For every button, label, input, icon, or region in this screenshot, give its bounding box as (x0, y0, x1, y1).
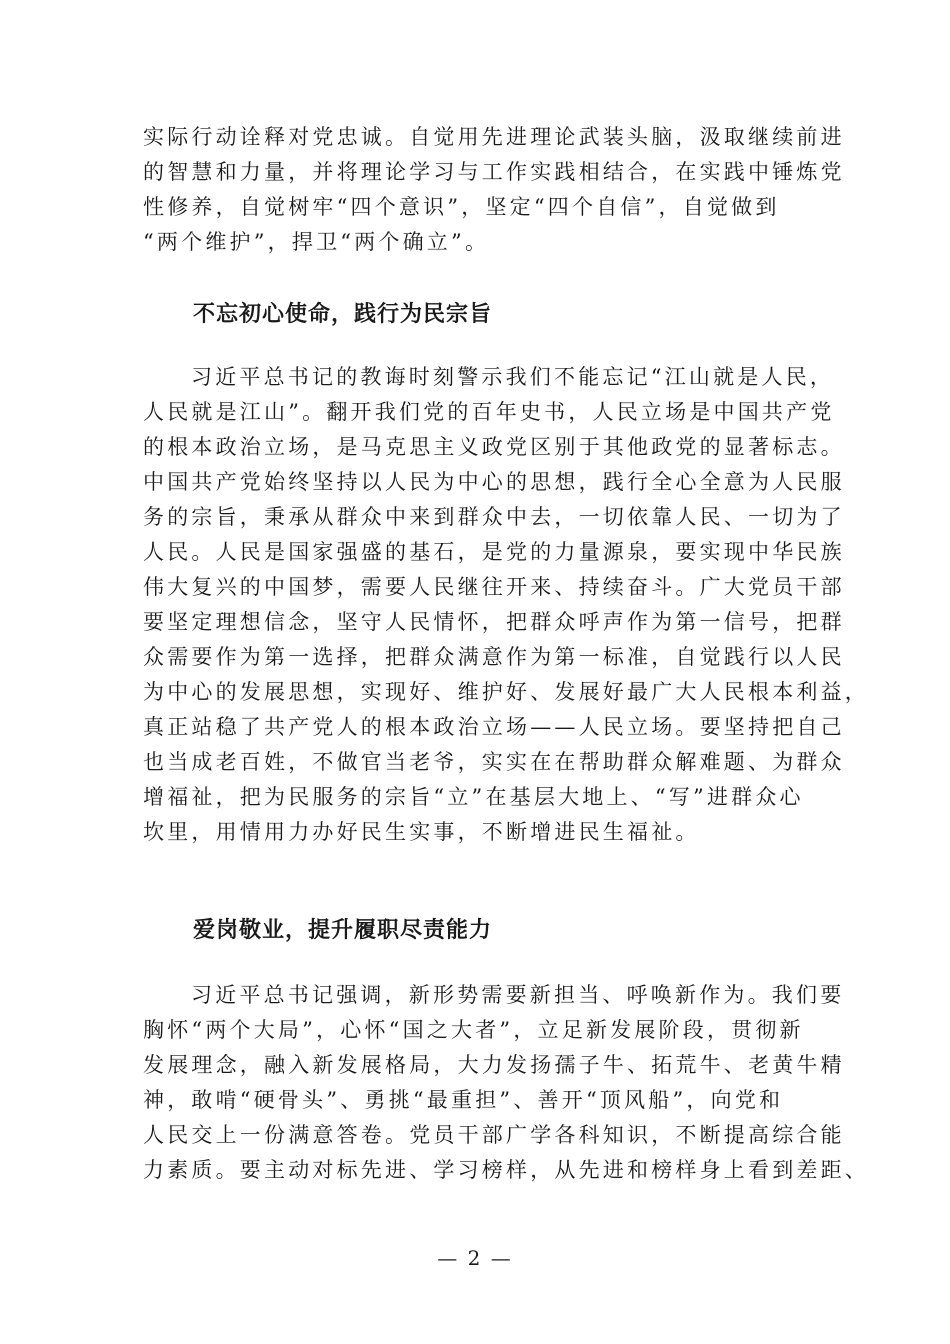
paragraph-line: 伟大复兴的中国梦，需要人民继往开来、持续奋斗。广大党员干部 (143, 575, 845, 599)
paragraph-line: 也当成老百姓，不做官当老爷，实实在在帮助群众解难题、为群众 (143, 750, 845, 774)
paragraph-line: 人民。人民是国家强盛的基石，是党的力量源泉，要实现中华民族 (143, 540, 845, 564)
paragraph-2 (143, 360, 869, 850)
paragraph-line: 胸怀“两个大局”，心怀“国之大者”，立足新发展阶段，贯彻新 (143, 1018, 804, 1042)
paragraph-line: 增福祉，把为民服务的宗旨“立”在基层大地上、“写”进群众心 (143, 785, 804, 809)
paragraph-line: “两个维护”，捍卫“两个确立”。 (143, 230, 490, 254)
paragraph-line: 中国共产党始终坚持以人民为中心的思想，践行全心全意为人民服 (143, 470, 845, 494)
paragraph-line: 的根本政治立场，是马克思主义政党区别于其他政党的显著标志。 (143, 435, 845, 459)
paragraph-line: 要坚定理想信念，坚守人民情怀，把群众呼声作为第一信号，把群 (143, 610, 845, 634)
paragraph-line: 坎里，用情用力办好民生实事，不断增进民生福祉。 (143, 820, 700, 844)
paragraph-line: 性修养，自觉树牢“四个意识”，坚定“四个自信”，自觉做到 (143, 195, 780, 219)
paragraph-line: 众需要作为第一选择，把群众满意作为第一标准，自觉践行以人民 (143, 645, 845, 669)
paragraph-line: 实际行动诠释对党忠诚。自觉用先进理论武装头脑，汲取继续前进 (143, 125, 845, 149)
paragraph-line: 习近平总书记的教诲时刻警示我们不能忘记“江山就是人民， (191, 365, 835, 389)
paragraph-line: 为中心的发展思想，实现好、维护好、发展好最广大人民根本利益， (143, 680, 869, 704)
section-heading: 爱岗敬业，提升履职尽责能力 (193, 918, 493, 943)
paragraph-line: 习近平总书记强调，新形势需要新担当、呼唤新作为。我们要 (191, 983, 845, 1007)
paragraph-line: 真正站稳了共产党人的根本政治立场——人民立场。要坚持把自己 (143, 715, 845, 739)
paragraph-line: 神，敢啃“硬骨头”、勇挑“最重担”、善开“顶风船”，向党和 (143, 1088, 784, 1112)
page-number: — 2 — (437, 1246, 513, 1270)
paragraph-line: 发展理念，融入新发展格局，大力发扬孺子牛、拓荒牛、老黄牛精 (143, 1053, 845, 1077)
paragraph-1 (143, 120, 845, 260)
paragraph-line: 务的宗旨，秉承从群众中来到群众中去，一切依靠人民、一切为了 (143, 505, 845, 529)
paragraph-line: 的智慧和力量，并将理论学习与工作实践相结合，在实践中锤炼党 (143, 160, 845, 184)
paragraph-line: 人民就是江山”。翻开我们党的百年史书，人民立场是中国共产党 (143, 400, 835, 424)
paragraph-line: 人民交上一份满意答卷。党员干部广学各科知识，不断提高综合能 (143, 1123, 845, 1147)
section-heading: 不忘初心使命，践行为民宗旨 (193, 302, 493, 327)
paragraph-line: 力素质。要主动对标先进、学习榜样，从先进和榜样身上看到差距、 (143, 1158, 869, 1182)
paragraph-3 (143, 978, 869, 1188)
